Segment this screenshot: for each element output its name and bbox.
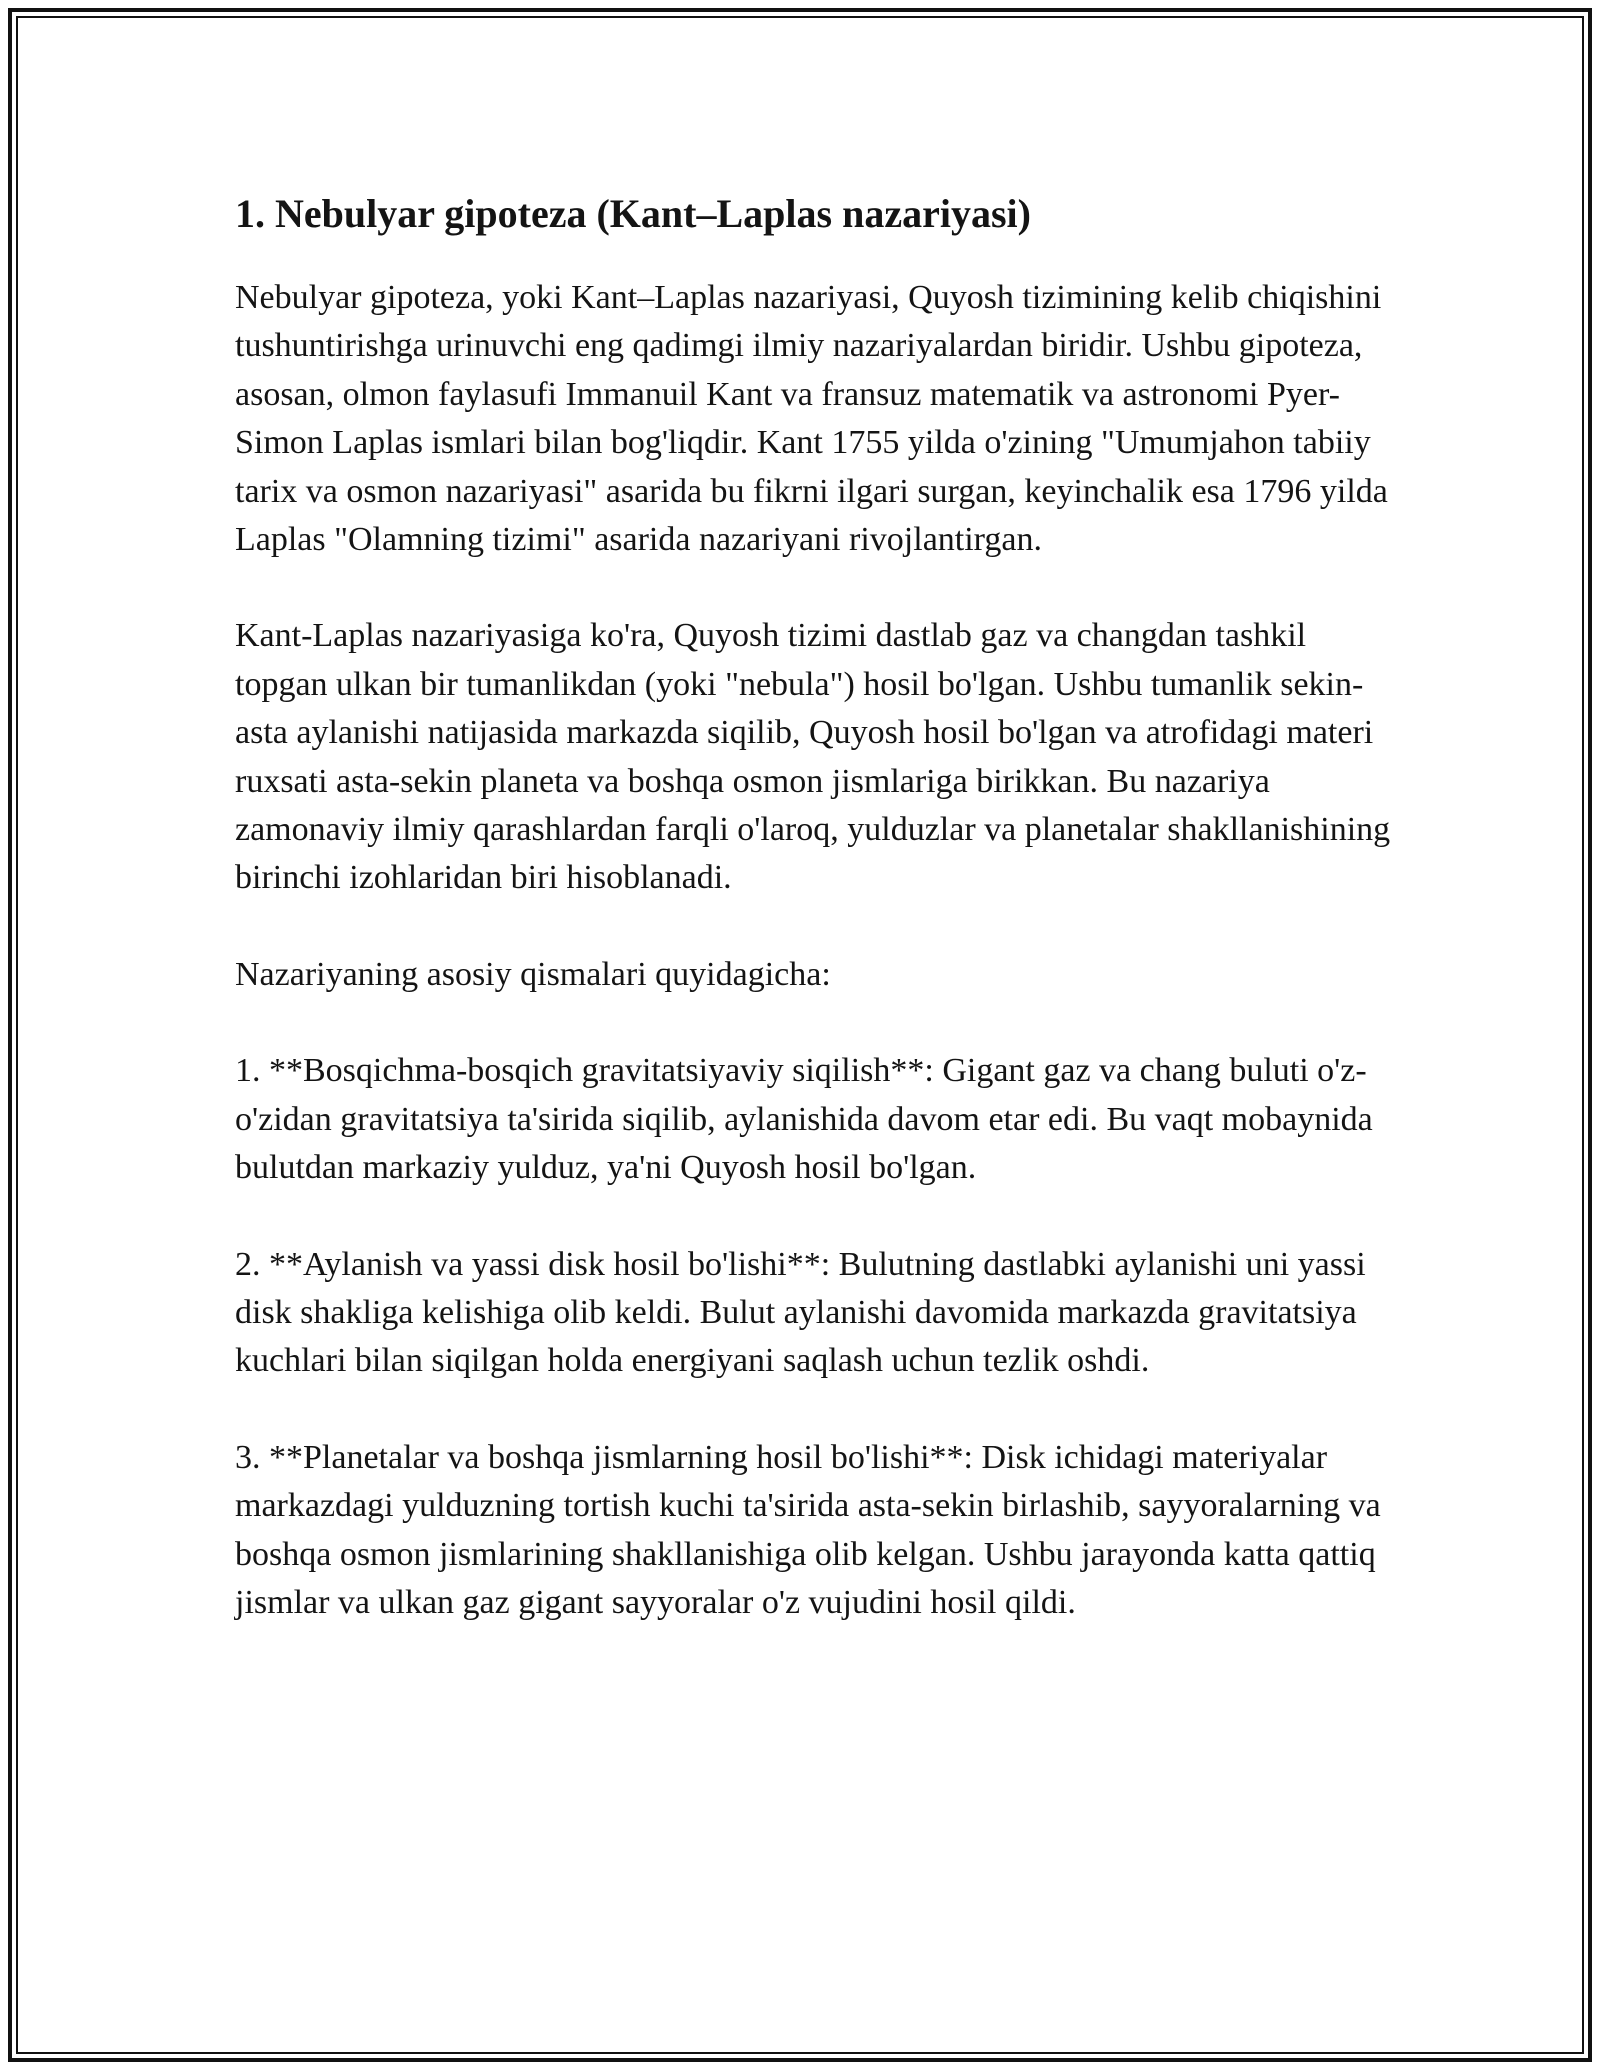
list-item-3: 3. **Planetalar va boshqa jismlarning hosil bo'lishi**: Disk ichidagi materiyalar markazdagi yulduzning tortish kuchi ta'sirida asta-sekin birlashib, sayyoralarning va boshqa osmon jismlarining shakllanishiga olib kelgan. Ushbu jarayonda katta qattiq jismlar va ulkan gaz gigant sayyoralar o'z vujudini hosil qildi. bbox=[235, 1438, 1381, 1621]
paragraph-theory: Kant-Laplas nazariyasiga ko'ra, Quyosh tizimi dastlab gaz va changdan tashkil topgan ulkan bir tumanlikdan (yoki "nebula") hosil bo'lgan. Ushbu tumanlik sekin-asta aylanishi natijasida markazda siqilib, Quyosh hosil bo'lgan va atrofidagi materi ruxsati asta-sekin planeta va boshqa osmon jismlariga birikkan. Bu nazariya zamonaviy ilmiy qarashlardan farqli o'laroq, yulduzlar va planetalar shakllanishining birinchi izohlaridan biri hisoblanadi. bbox=[235, 617, 1391, 897]
list-item-2: 2. **Aylanish va yassi disk hosil bo'lishi**: Bulutning dastlabki aylanishi uni yassi disk shakliga kelishiga olib keldi. Bulut aylanishi davomida markazda gravitatsiya kuchlari bilan siqilgan holda energiyani saqlash uchun tezlik oshdi. bbox=[235, 1245, 1366, 1380]
document-body bbox=[235, 188, 1395, 1627]
list-item-1: 1. **Bosqichma-bosqich gravitatsiyaviy siqilish**: Gigant gaz va chang buluti o'z-o'zidan gravitatsiya ta'sirida siqilib, aylanishida davom etar edi. Bu vaqt mobaynida bulutdan markaziy yulduz, ya'ni Quyosh hosil bo'lgan. bbox=[235, 1052, 1373, 1187]
section-heading: 1. Nebulyar gipoteza (Kant–Laplas nazariyasi) bbox=[235, 191, 1031, 236]
paragraph-intro: Nebulyar gipoteza, yoki Kant–Laplas nazariyasi, Quyosh tizimining kelib chiqishini tushuntirishga urinuvchi eng qadimgi ilmiy nazariyalardan biridir. Ushbu gipoteza, asosan, olmon faylasufi Immanuil Kant va fransuz matematik va astronomi Pyer-Simon Laplas ismlari bilan bog'liqdir. Kant 1755 yilda o'zining "Umumjahon tabiiy tarix va osmon nazariyasi" asarida bu fikrni ilgari surgan, keyinchalik esa 1796 yilda Laplas "Olamning tizimi" asarida nazariyani rivojlantirgan. bbox=[235, 279, 1388, 559]
paragraph-list-lead: Nazariyaning asosiy qismalari quyidagicha: bbox=[235, 955, 831, 993]
